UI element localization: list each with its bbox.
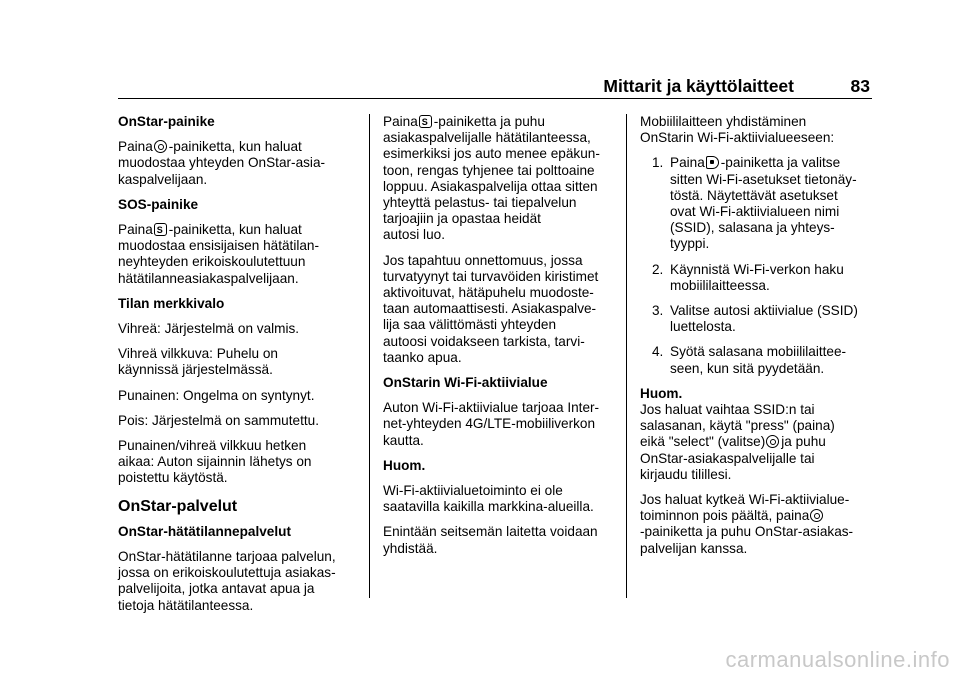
text: Jos haluat vaihtaa SSID:n tai bbox=[640, 402, 815, 418]
text: -painiketta ja valitse bbox=[720, 155, 841, 171]
steps-list bbox=[640, 155, 876, 376]
list-item bbox=[640, 262, 876, 294]
text: muodostaa ensisijaisen hätätilan- bbox=[118, 238, 320, 254]
text: poistettu käytöstä. bbox=[118, 470, 228, 486]
onstar-icon bbox=[766, 435, 779, 448]
text: seen, kun sitä pyydetään. bbox=[670, 360, 825, 376]
text: Wi-Fi-aktiivialuetoiminto ei ole bbox=[383, 483, 563, 499]
text: aktivoituvat, hätäpuhelu muodoste- bbox=[383, 285, 594, 301]
text: tarjoajiin ja opastaa heidät bbox=[383, 211, 541, 227]
text: Punainen/vihreä vilkkuu hetken bbox=[118, 438, 307, 454]
text: (SSID), salasana ja yhteys- bbox=[670, 220, 835, 236]
text: asiakaspalvelijalle hätätilanteessa, bbox=[383, 130, 591, 146]
text: net-yhteyden 4G/LTE-mobiiliverkon bbox=[383, 416, 596, 432]
text: eikä "select" (valitse) bbox=[640, 434, 766, 450]
text: yhdistää. bbox=[383, 540, 438, 556]
status-red: Punainen: Ongelma on syntynyt. bbox=[118, 387, 315, 403]
text: Paina bbox=[118, 139, 153, 155]
paragraph-emergency-call bbox=[383, 114, 613, 244]
paragraph-connect-intro bbox=[640, 114, 876, 146]
text: luettelosta. bbox=[670, 319, 736, 335]
watermark: carmanualsonline.info bbox=[725, 647, 950, 672]
step-number: 1. bbox=[652, 155, 664, 171]
text: autoosi voidakseen tarkista, tarvi- bbox=[383, 333, 585, 349]
text: Enintään seitsemän laitetta voidaan bbox=[383, 524, 598, 540]
text: Mobiililaitteen yhdistäminen bbox=[640, 114, 807, 129]
text: muodostaa yhteyden OnStar-asia- bbox=[118, 155, 326, 171]
text: OnStar-hätätilanne tarjoaa palvelun, bbox=[118, 549, 336, 565]
paragraph-max-devices bbox=[383, 524, 613, 556]
text: käynnissä järjestelmässä. bbox=[118, 362, 273, 378]
paragraph-sos bbox=[118, 222, 358, 287]
step-number: 2. bbox=[652, 261, 664, 277]
text: hätätilanneasiakaspalvelijaan. bbox=[118, 270, 299, 286]
text: kaspalvelijaan. bbox=[118, 171, 208, 187]
step-number: 4. bbox=[652, 344, 664, 360]
text: salasanan, käytä "press" (paina) bbox=[640, 418, 835, 434]
page-number: 83 bbox=[850, 76, 870, 96]
text: toiminnon pois päältä, paina bbox=[640, 508, 810, 524]
onstar-icon bbox=[154, 140, 167, 153]
column-3 bbox=[640, 114, 876, 566]
text: Paina bbox=[670, 155, 705, 171]
text: lija saa välittömästi yhteyden bbox=[383, 317, 557, 333]
text: taanko apua. bbox=[383, 349, 462, 365]
section-title: Mittarit ja käyttölaitteet bbox=[603, 76, 794, 96]
text: Jos tapahtuu onnettomuus, jossa bbox=[383, 252, 583, 268]
text: -painiketta ja puhu bbox=[433, 114, 545, 129]
column-divider-2 bbox=[626, 114, 627, 598]
text: toon, rengas tyhjenee tai polttoaine bbox=[383, 162, 595, 178]
text: Käynnistä Wi-Fi-verkon haku bbox=[670, 261, 844, 277]
column-1 bbox=[118, 114, 358, 623]
heading-onstar-services: OnStar-palvelut bbox=[118, 497, 238, 515]
status-off: Pois: Järjestelmä on sammutettu. bbox=[118, 412, 319, 428]
heading-status-light: Tilan merkkivalo bbox=[118, 295, 225, 311]
text: sitten Wi-Fi-asetukset tietonäy- bbox=[670, 171, 857, 187]
status-green-flashing bbox=[118, 346, 358, 378]
text: aikaa: Auton sijainnin lähetys on bbox=[118, 454, 312, 470]
text: palvelijoita, jotka antavat apua ja bbox=[118, 581, 315, 597]
step-number: 3. bbox=[652, 303, 664, 319]
heading-sos: SOS-painike bbox=[118, 196, 199, 212]
text: -painiketta, kun haluat bbox=[168, 139, 302, 155]
text: töstä. Näytettävät asetukset bbox=[670, 187, 838, 203]
paragraph-emergency bbox=[118, 549, 358, 614]
heading-note: Huom. bbox=[383, 457, 426, 473]
text: Paina bbox=[383, 114, 418, 129]
text: Jos haluat kytkeä Wi-Fi-aktiivialue- bbox=[640, 492, 850, 508]
text: Valitse autosi aktiivialue (SSID) bbox=[670, 303, 858, 319]
text: autosi luo. bbox=[383, 227, 445, 243]
text: mobiililaitteessa. bbox=[670, 277, 770, 293]
paragraph-crash bbox=[383, 253, 613, 366]
text: kirjaudu tilillesi. bbox=[640, 466, 732, 482]
heading-emergency-services: OnStar-hätätilannepalvelut bbox=[118, 523, 291, 539]
text: Syötä salasana mobiililaittee- bbox=[670, 344, 847, 360]
paragraph-note bbox=[383, 483, 613, 515]
text: ovat Wi-Fi-aktiivialueen nimi bbox=[670, 204, 840, 220]
column-2 bbox=[383, 114, 613, 566]
text: turvatyynyt tai turvavöiden kiristimet bbox=[383, 268, 599, 284]
text: Auton Wi-Fi-aktiivialue tarjoaa Inter- bbox=[383, 400, 600, 416]
text: -painiketta ja puhu OnStar-asiakas- bbox=[640, 524, 854, 540]
text: -painiketta, kun haluat bbox=[168, 222, 302, 238]
text: OnStarin Wi-Fi-aktiivialueeseen: bbox=[640, 130, 835, 146]
status-green: Vihreä: Järjestelmä on valmis. bbox=[118, 321, 300, 337]
column-divider-1 bbox=[369, 114, 370, 598]
text: taan automaattisesti. Asiakaspalve- bbox=[383, 301, 597, 317]
text: loppuu. Asiakaspalvelija ottaa sitten bbox=[383, 178, 598, 194]
sos-icon bbox=[154, 223, 167, 236]
paragraph-onstar-button bbox=[118, 139, 358, 188]
paragraph-wifi bbox=[383, 400, 613, 449]
heading-onstar-button: OnStar-painike bbox=[118, 114, 215, 129]
text: ja puhu bbox=[781, 434, 826, 450]
onstar-icon bbox=[810, 509, 823, 522]
heading-note: Huom. bbox=[640, 385, 683, 401]
text: saatavilla kaikilla markkina-alueilla. bbox=[383, 499, 594, 515]
heading-wifi-hotspot: OnStarin Wi-Fi-aktiivialue bbox=[383, 375, 548, 391]
voice-icon bbox=[706, 156, 719, 169]
text: OnStar-asiakaspalvelijalle tai bbox=[640, 450, 815, 466]
list-item bbox=[640, 344, 876, 376]
text: tyyppi. bbox=[670, 236, 710, 252]
list-item bbox=[640, 303, 876, 335]
text: jossa on erikoiskoulutettuja asiakas- bbox=[118, 565, 336, 581]
text: kautta. bbox=[383, 432, 424, 448]
text: palvelijan kanssa. bbox=[640, 540, 748, 556]
text: Vihreä vilkkuva: Puhelu on bbox=[118, 346, 278, 362]
paragraph-wifi-off bbox=[640, 492, 876, 557]
paragraph-note-ssid bbox=[640, 402, 876, 483]
text: esimerkiksi jos auto menee epäkun- bbox=[383, 146, 600, 162]
text: yhteyttä pelastus- tai tiepalvelun bbox=[383, 195, 577, 211]
list-item bbox=[640, 155, 876, 252]
text: neyhteyden erikoiskoulutettuun bbox=[118, 254, 306, 270]
text: Paina bbox=[118, 222, 153, 238]
text: tietoja hätätilanteessa. bbox=[118, 597, 254, 613]
status-red-green bbox=[118, 438, 358, 487]
sos-icon bbox=[419, 115, 432, 128]
page-header bbox=[118, 62, 872, 99]
